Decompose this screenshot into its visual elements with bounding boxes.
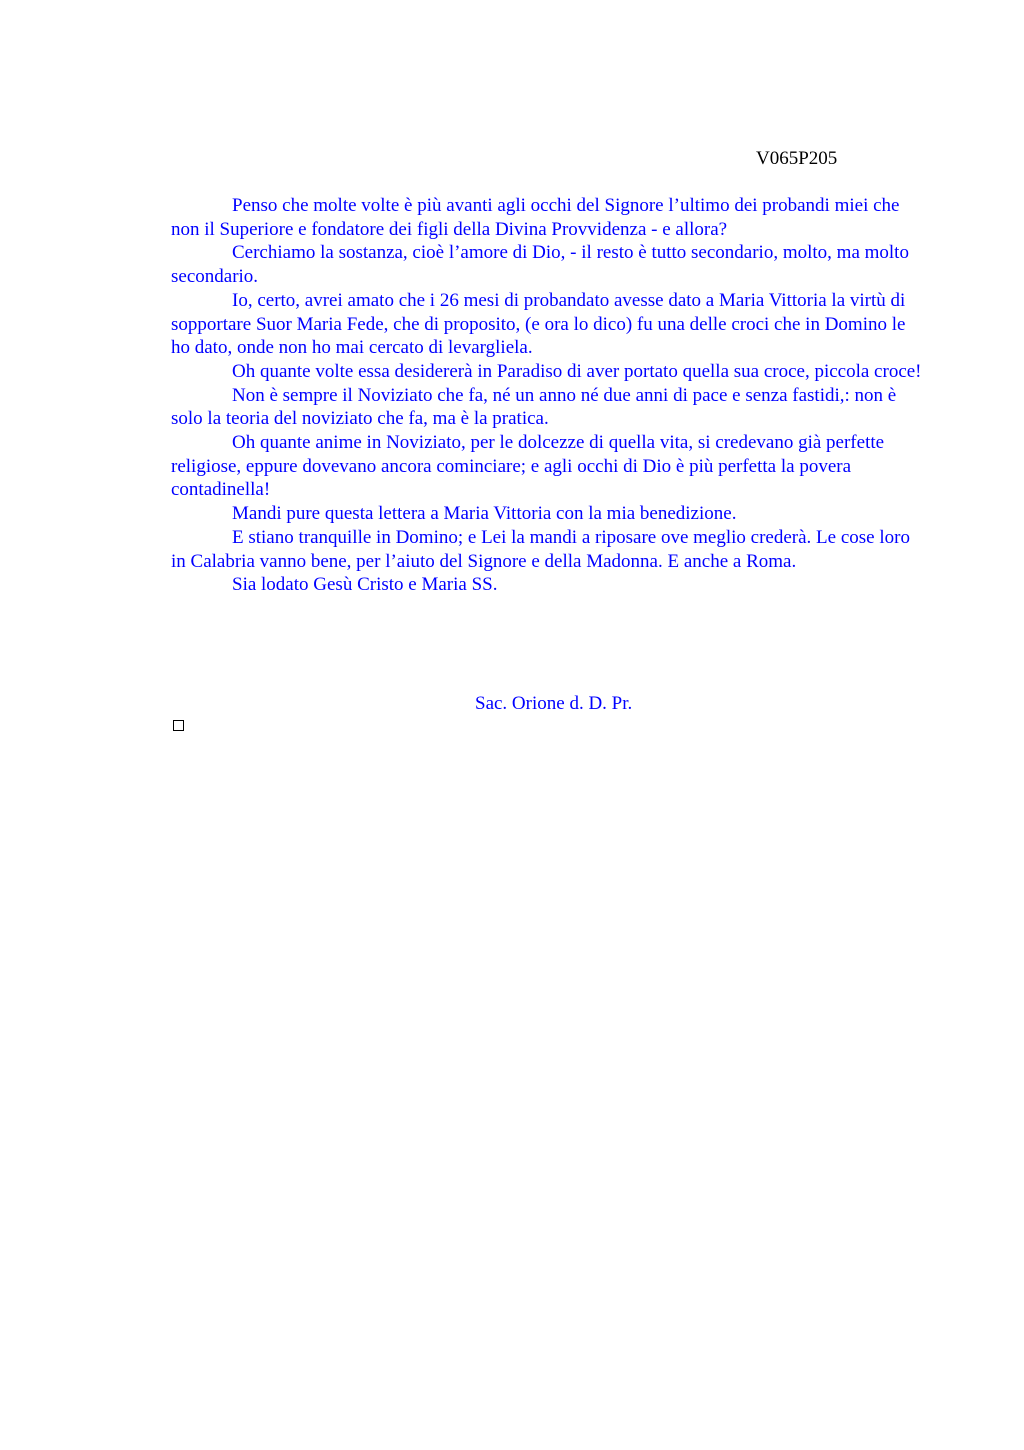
paragraph: Non è sempre il Noviziato che fa, né un anno né due anni di pace e senza fastidi,: non è solo la teoria del noviziato che fa, ma è la pratica. (171, 384, 897, 430)
paragraph: E stiano tranquille in Domino; e Lei la mandi a riposare ove meglio crederà. Le cose loro in Calabria vanno bene, per l’aiuto del Signore e della Madonna. E anche a Roma. (171, 526, 910, 572)
paragraph: Penso che molte volte è più avanti agli occhi del Signore l’ultimo dei probandi miei che non il Superiore e fondatore dei figli della Divina Provvidenza - e allora? (171, 195, 900, 240)
paragraph: Cerchiamo la sostanza, cioè l’amore di Dio, - il resto è tutto secondario, molto, ma molto secondario. (171, 242, 909, 288)
paragraph: Oh quante anime in Noviziato, per le dolcezze di quella vita, si credevano già perfette religiose, eppure dovevano ancora cominciare; e agli occhi di Dio è più perfetta la povera contadinella! (171, 432, 885, 501)
paragraph: Io, certo, avrei amato che i 26 mesi di probandato avesse dato a Maria Vittoria la virtù di sopportare Suor Maria Fede, che di proposito, (e ora lo dico) fu una delle croci che in Domino le ho dato, onde non ho mai cercato di levargliela. (171, 289, 906, 359)
paragraph: Sia lodato Gesù Cristo e Maria SS. (232, 574, 498, 596)
signature: Sac. Orione d. D. Pr. (475, 693, 633, 714)
letter-body (171, 194, 928, 597)
paragraph: Oh quante volte essa desidererà in Paradiso di aver portato quella sua croce, piccola croce! (232, 360, 922, 382)
page-reference: V065P205 (756, 148, 838, 169)
paragraph: Mandi pure questa lettera a Maria Vittoria con la mia benedizione. (232, 503, 737, 525)
end-marker-box (173, 720, 184, 731)
